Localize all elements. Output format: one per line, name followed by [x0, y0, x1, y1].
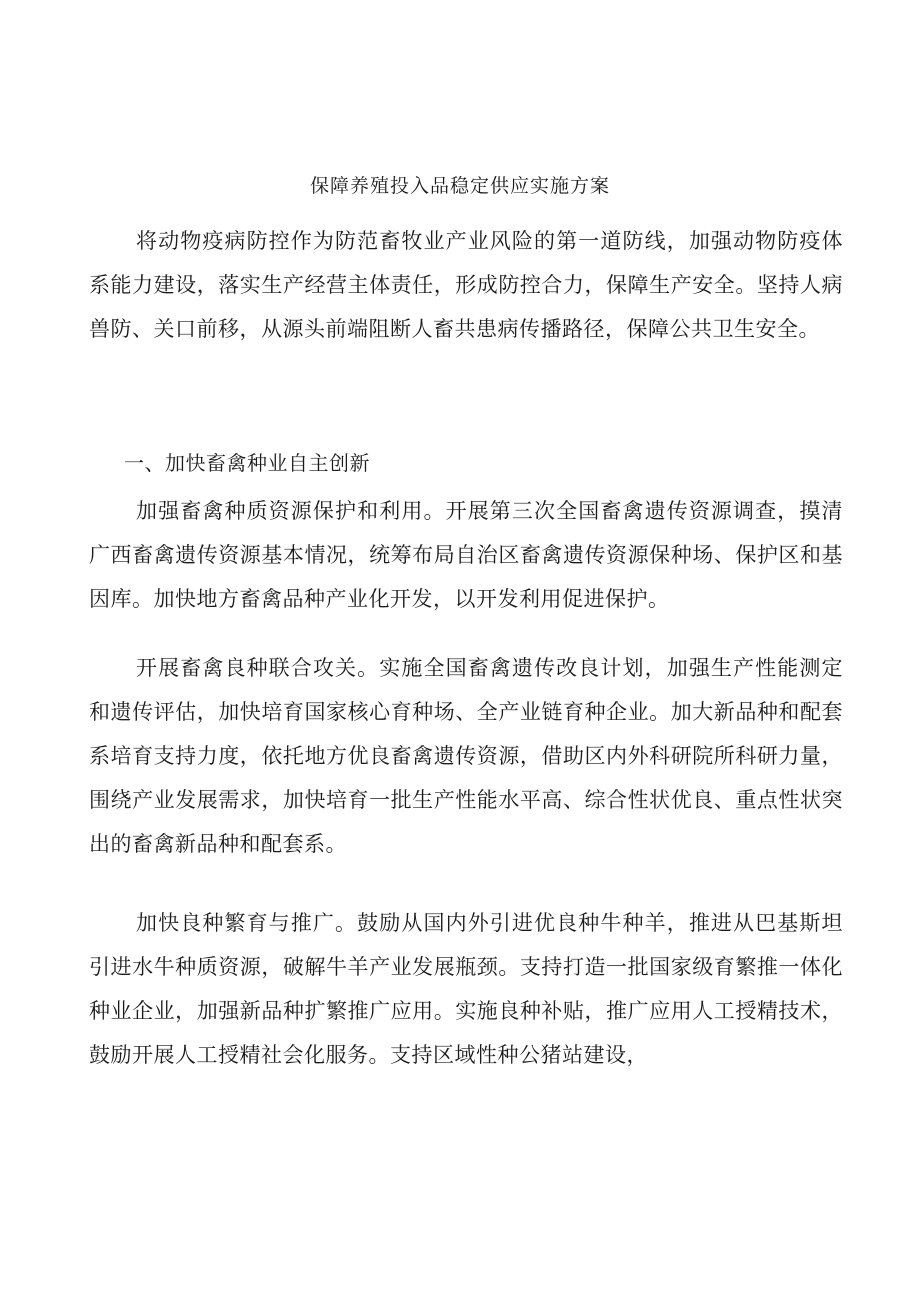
section-heading: 一、加快畜禽种业自主创新: [124, 451, 370, 475]
intro-paragraph: 将动物疫病防控作为防范畜牧业产业风险的第一道防线，加强动物防疫体系能力建设，落实生产经营主体责任，形成防控合力，保障生产安全。坚持人病兽防、关口前移，从源头前端阻断人畜共患病传播路径，保障公共卫生安全。: [89, 229, 843, 341]
document-title: 保障养殖投入品稳定供应实施方案: [309, 175, 610, 197]
body-paragraph: 加强畜禽种质资源保护和利用。开展第三次全国畜禽遗传资源调查，摸清广西畜禽遗传资源基本情况，统筹布局自治区畜禽遗传资源保种场、保护区和基因库。加快地方畜禽品种产业化开发，以开发利用促进保护。: [89, 499, 843, 611]
body-paragraph: 开展畜禽良种联合攻关。实施全国畜禽遗传改良计划，加强生产性能测定和遗传评估，加快培育国家核心育种场、全产业链育种企业。加大新品种和配套系培育支持力度，依托地方优良畜禽遗传资源，借助区内外科研院所科研力量，围绕产业发展需求，加快培育一批生产性能水平高、综合性状优良、重点性状突出的畜禽新品种和配套系。: [89, 656, 843, 856]
body-paragraph: 加快良种繁育与推广。鼓励从国内外引进优良种牛种羊，推进从巴基斯坦引进水牛种质资源，破解牛羊产业发展瓶颈。支持打造一批国家级育繁推一体化种业企业，加强新品种扩繁推广应用。实施良种补贴，推广应用人工授精技术，鼓励开展人工授精社会化服务。支持区域性种公猪站建设，: [89, 911, 843, 1067]
